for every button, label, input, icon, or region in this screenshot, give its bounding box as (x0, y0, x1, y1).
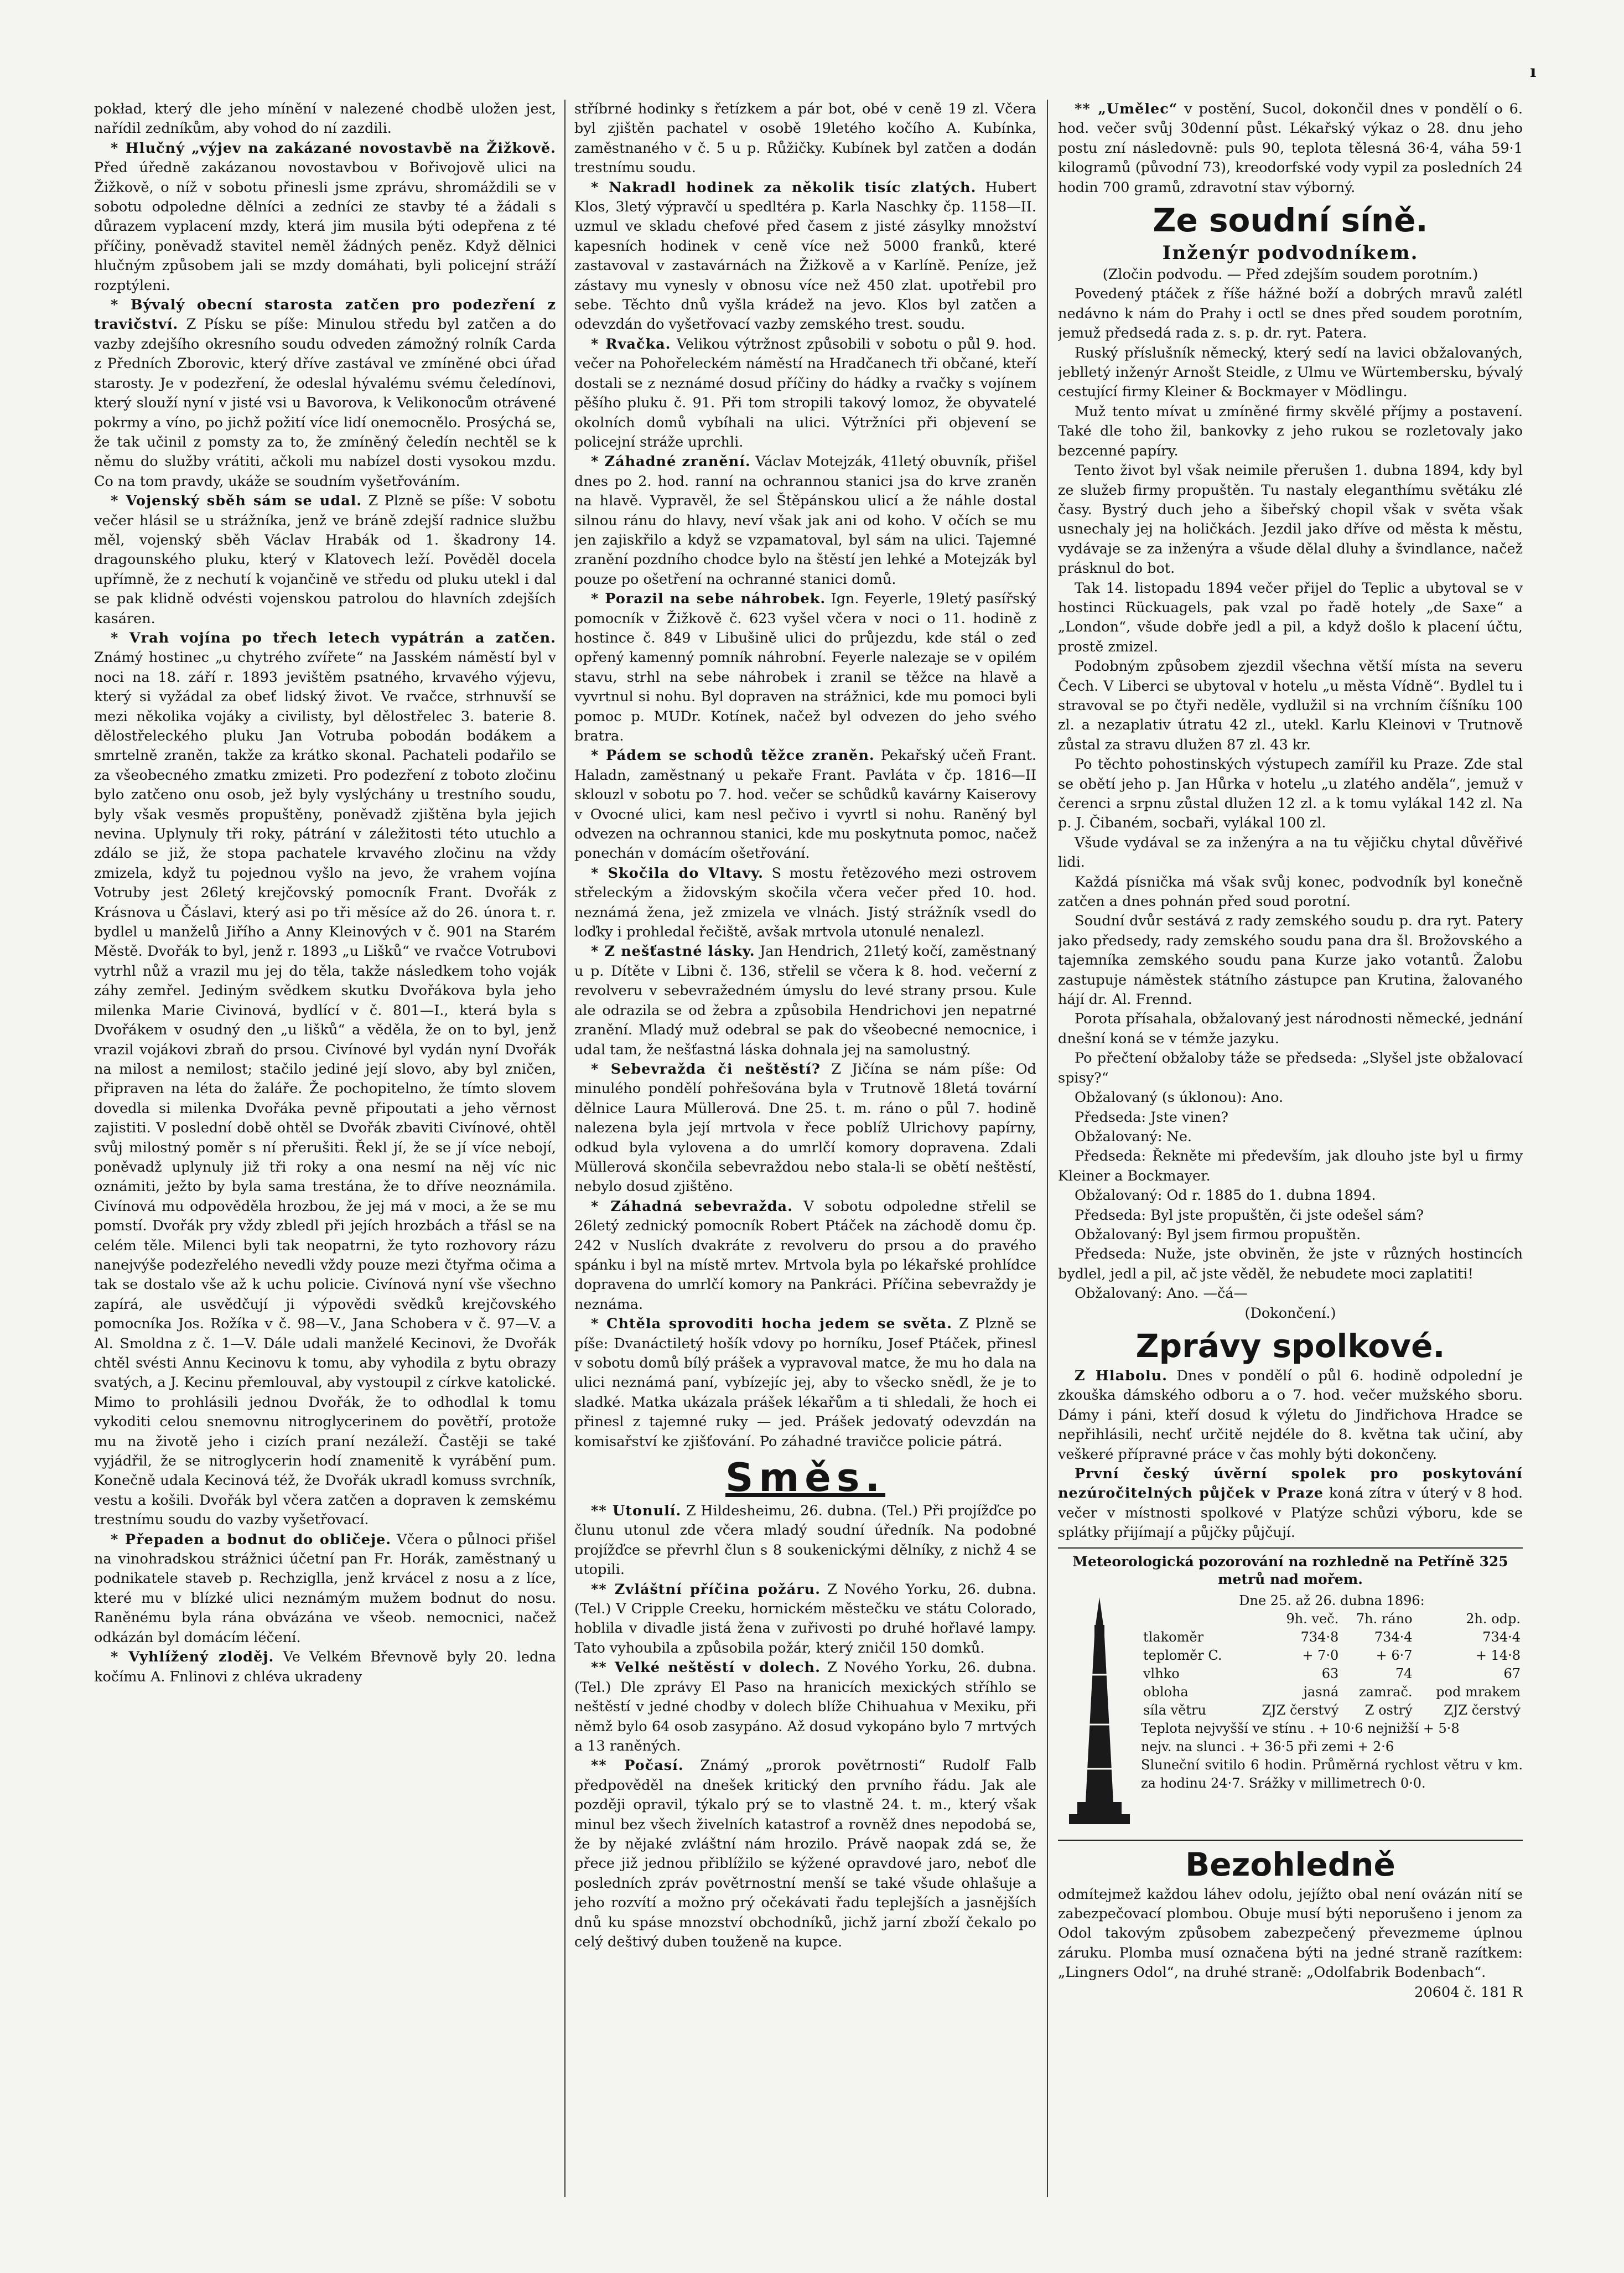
news-item (1058, 912, 1523, 1009)
news-item-headline: ** Velké neštěstí v dolech. (591, 1659, 821, 1676)
news-item-text: Podobným způsobem zjezdil všechna větší místa na severu Čech. V Liberci se ubytoval v hotelu „u města Vídně“. Bydlel tu i stravoval se po čtyři neděle, vydlužil si na vrchním číšníku 100 zl. a nezaplativ útratu 42 zl., utekl. Karlu Kleinovi v Trutnově zůstal za stravu dlužen 87 zl. 43 kr. (1058, 658, 1523, 753)
news-item (574, 589, 1036, 746)
divider (1058, 1547, 1523, 1549)
news-item (94, 100, 556, 139)
news-item (1058, 1366, 1523, 1464)
news-item (1058, 1225, 1523, 1245)
meteo-cell: pod mrakem (1436, 1684, 1521, 1700)
news-item (1058, 461, 1523, 578)
meteo-row (1141, 1701, 1523, 1720)
meteo-row-label: vlhko (1143, 1665, 1180, 1681)
news-item (1058, 1885, 1523, 1983)
meteo-row-label: obloha (1143, 1684, 1189, 1700)
news-item-headline: * Přepaden a bodnut do obličeje. (111, 1531, 392, 1548)
news-item-headline: ** Počasí. (591, 1757, 684, 1774)
meteo-extra: Sluneční svitilo 6 hodin. Průměrná rychlost větru v km. za hodinu 24·7. Srážky v millimetrech 0·0. (1141, 1757, 1523, 1791)
news-item-text: Porota přísahala, obžalovaný jest národnosti německé, jednání dnešní koná se v témže jazyku. (1058, 1011, 1523, 1047)
meteo-row (1141, 1665, 1523, 1683)
meteo-body (1058, 1592, 1523, 1835)
news-item-text: Všude vydával se za inženýra a na tu vějičku chytal důvěřivé lidi. (1058, 834, 1523, 871)
meteo-row-label: síla větru (1143, 1702, 1206, 1718)
meteo-title: Meteorologická pozorování na rozhledně na Petříně 325 metrů nad mořem. (1072, 1553, 1508, 1587)
news-item (1058, 873, 1523, 912)
news-item (574, 1314, 1036, 1452)
meteo-row (1141, 1628, 1523, 1646)
news-item-text: Pekařský učeň Frant. Haladn, zaměstnaný u pekaře Frant. Pavláta v čp. 1816—II sklouzl v sobotu po 7. hod. večer se schůdků kavárny Kaiserovy v Ovocné ulici, kam nesl pečivo i vyvrtl si nohu. Raněný byl odvezen na ochrannou stanici, kde mu poskytnuta pomoc, načež ponechán v domácím ošetřování. (574, 747, 1036, 862)
news-item-text: Předseda: Nuže, jste obviněn, že jste v různých hostincích bydlel, jedl a pil, ač jste věděl, že nebudete moci zaplatiti! (1058, 1246, 1523, 1282)
news-item (1058, 1983, 1523, 2002)
news-item-text: Dnes v pondělí o půl 6. hodině odpolední je zkouška dámského odboru a o 7. hod. večer mužského sboru. Dámy i páni, kteří dosud k výletu do Jindřichova Hradce se nepřihlásili, nechť určitě nejdéle do 8. května tak učiní, aby veškeré přípravné práce v čas mohly býti dokončeny. (1058, 1367, 1523, 1463)
news-item (574, 452, 1036, 589)
news-item-text: Obžalovaný: Od r. 1885 do 1. dubna 1894. (1075, 1187, 1376, 1204)
news-item-text: (Zločin podvodu. — Před zdejším soudem porotním.) (1102, 266, 1478, 283)
news-item-text: Tak 14. listopadu 1894 večer přijel do Teplic a ubytoval se v hostinci Rückuagels, pak vzal po řadě hotely „de Saxe“ a „London“, všude dobře jedl a pil, a když došlo k placení účtu, prostě zmizel. (1058, 579, 1523, 655)
news-item-text: Obžalovaný: Ano. —čá— (1075, 1285, 1248, 1302)
column-1 (94, 100, 556, 2203)
news-item (1058, 755, 1523, 833)
meteo-report (1058, 1547, 1523, 1841)
news-item-headline: * Vrah vojína po třech letech vypátrán a zatčen. (111, 629, 556, 646)
news-item-headline: * Skočila do Vltavy. (591, 864, 764, 882)
meteo-cell: 63 (1321, 1665, 1339, 1681)
meteo-row-label: tlakoměr (1143, 1629, 1204, 1645)
news-item (574, 335, 1036, 452)
column-rule (564, 100, 565, 2197)
news-item (574, 864, 1036, 943)
meteo-row-label: teploměr C. (1143, 1647, 1222, 1663)
news-item-text: S mostu řetězového mezi ostrovem střeleckým a židovským skočila včera večer před 10. hod. neznámá žena, jež zmizela ve vlnách. Jistý strážník vsedl do loďky i prohledal řečiště, avšak mrtvola utonulé nenalezl. (574, 864, 1036, 941)
news-item-text: Z Písku se píše: Minulou středu byl zatčen a do vazby zdejšího okresního soudu odveden zámožný rolník Carda z Předních Zborovic, který dříve zastával ve zmíněné obci úřad starosty. Je v podezření, že odeslal hývalému svému čeledínovi, který slouží nyní v jisté vsi u Bavorova, k Velikonocům otrávené pokrmy a víno, po jichž požití více lidí onemocnělo. Prosýchá se, že tak učinil z pomsty za to, že zmíněný čeledín nechtěl se k němu do služby vrátiti, ačkoli mu nabízel dosti vysokou mzdu. Co na tom pravdy, ukáže se soudním vyšetřováním. (94, 316, 556, 490)
news-item (574, 942, 1036, 1059)
news-item (1058, 1206, 1523, 1225)
meteo-row (1141, 1646, 1523, 1665)
news-item-text: Tento život byl však neimile přerušen 1. dubna 1894, kdy byl ze služeb firmy propuštěn. Tu nastaly eleganthímu světáku zlé časy. Bystrý duch jeho a šibeřský chopil však v světa však usnechaly jej na holičkách. Jezdil jako dříve od města k městu, vydávaje se za inženýra a všude dělal dluhy a švindlance, načež prásknul do bot. (1058, 462, 1523, 577)
news-item-headline: * Sebevražda či neštěstí? (591, 1060, 821, 1078)
meteo-extra: Teplota nejvyšší ve stínu . + 10·6 nejnižší + 5·8 (1141, 1720, 1460, 1736)
petrin-tower-illustration (1058, 1592, 1141, 1835)
news-item-headline: Z Hlabolu. (1075, 1367, 1168, 1384)
news-item-text: Z Plzně se píše: Dvanáctiletý hošík vdovy po horníku, Josef Ptáček, přinesl v sobotu domů bílý prášek a vypravoval matce, že mu ho dala na ulici neznámá paní, vybízejíc jej, aby to všecko snědl, že je to sladké. Matka ukázala prášek lékařům a ti shledali, že hoch ei přinesl z tajemné ruky — jed. Prášek jedovatý odevzdán na komisařství ke zjišťování. Po záhadné travičce policie pátrá. (574, 1316, 1036, 1450)
meteo-cell: 734·4 (1374, 1629, 1413, 1645)
section-heading: Zprávy spolkové. (1135, 1327, 1445, 1365)
news-item (1058, 100, 1523, 198)
news-item (1058, 265, 1523, 284)
news-item-text: Po přečtení obžaloby táže se předseda: „Slyšel jste obžalovací spisy?“ (1058, 1050, 1523, 1086)
meteo-date: Dne 25. až 26. dubna 1896: (1239, 1592, 1425, 1608)
news-item-headline: ** Zvláštní příčina požáru. (591, 1581, 821, 1598)
news-item-headline: * Z nešťastné lásky. (591, 943, 755, 960)
news-item-text: Soudní dvůr sestává z rady zemského soudu p. dra ryt. Patery jako předsedy, rady zemského soudu pana dra šl. Brožovského a tajemníka zemského soudu pana Kurze jako votantů. Žalobu zastupuje náměstek státního zástupce pan Krutina, žalovaného hájí dr. Al. Frennd. (1058, 913, 1523, 1008)
news-item (1058, 1127, 1523, 1147)
news-item-text: Ruský příslušník německý, který sedí na lavici obžalovaných, jeblletý inženýr Arnošt Steidle, z Ulmu ve Würtembersku, bývalý cestující firmy Kleiner & Bockmayer v Mödlingu. (1058, 344, 1523, 401)
news-item (94, 296, 556, 491)
news-item-text: odmítejmež každou láhev odolu, jejížto obal není ovázán nití se zabezpečovací plombou. Obuje musí býti neporušeno i jenom za Odol takovým způsobem zabezpečený převezmeme úplnou záruku. Plomba musí označena býti na jedné straně razítkem: „Lingners Odol“, na druhé straně: „Odolfabrik Bodenbach“. (1058, 1886, 1523, 1981)
news-item-text: Před úředně zakázanou novostavbou v Bořivojově ulici na Žižkově, o níž v sobotu přinesli jsme zprávu, shromáždili se v sobotu odpoledne dělníci a zedníci ze stavby té a žádali s důrazem vyplacení mzdy, která jim musila býti odepřena z té příčiny, poněvadž stavitel neměl žádných peněz. Když dělnici hlučným způsobem jali se mzdy domáhati, byli policejní stráží rozptýleni. (94, 159, 556, 294)
meteo-extra: nejv. na slunci . + 36·5 při zemi + 2·6 (1141, 1738, 1394, 1754)
news-item (1058, 1049, 1523, 1088)
news-item-text: Známý „prorok povětrnosti“ Rudolf Falb předpověděl na dnešek kritický den prvního řádu. Jak ale později opravil, týkalo prý se to vlastně 24. t. m., který však minul bez všech živelních katastrof a rovněž dnes nepodobá se, že by nějaké zvláštní nám hrozilo. Právě naopak zdá se, že přece již jednou přiblížilo se kýžené opravdové jaro, neboť dle posledních zpráv povětrnostní menší se také všude ohlašuje a jeho rozvítí a možno prý očekávati řadu teplejších a jasnějších dnů ku spáse mnozství obchodníků, jichž jarní zboží čekalo po celý deštivý duben touženě na kupce. (574, 1757, 1036, 1950)
news-item (1058, 1147, 1523, 1186)
meteo-cell: ZJZ čerstvý (1262, 1702, 1339, 1718)
news-item-headline: První český úvěrní spolek pro poskytování nezúročitelných půjček v Praze (1058, 1466, 1523, 1502)
news-item (574, 178, 1036, 335)
news-item (574, 1197, 1036, 1314)
news-item-headline: * Pádem se schodů těžce zraněn. (591, 747, 875, 764)
page-mark: ı (1530, 62, 1537, 81)
column-2 (574, 100, 1036, 2203)
news-item (1058, 1186, 1523, 1205)
news-item-headline: * Rvačka. (591, 335, 671, 353)
news-item (94, 491, 556, 629)
news-item (1058, 1284, 1523, 1303)
news-item (574, 1501, 1036, 1580)
news-item (574, 1060, 1036, 1197)
news-item-text: Muž tento mívat u zmíněné firmy skvělé příjmy a postavení. Také dle toho žil, bankovky z jeho rukou se rozletovaly jako bezcenné papíry. (1058, 403, 1523, 459)
news-item-text: Velikou výtržnost způsobili v sobotu o půl 9. hod. večer na Pohořeleckém náměstí na Hradčanech tři občané, kteří dostali se z neznámé dosud příčiny do hádky a rvačky s vojínem pěšího pluku č. 91. Při tom stropili takový lomoz, že obyvatelé okolních domů vybíhali na ulici. Výtržníci při objevení se policejní stráže uprchli. (574, 335, 1036, 451)
news-item (1058, 657, 1523, 755)
news-item-text: v postění, Sucol, dokončil dnes v pondělí o 6. hod. večer svůj 30denní půst. Lékařský výkaz o 28. dnu jeho postu zní následovně: puls 90, teplota tělesná 36·4, váha 59·1 kilogramů (původní 73), kreodorfské vody vypil za posledních 24 hodin 700 gramů, zdravotní stav výborný. (1058, 101, 1523, 196)
news-item (94, 139, 556, 296)
news-item-text: Z Jičína se nám píše: Od minulého pondělí pohřešována byla v Trutnově 18letá tovární dělnice Laura Müllerová. Dne 25. t. m. ráno o půl 7. hodině nalezena byla její mrtvola v řece poblíž Ulrichovy papírny, odkud byla vylovena a do umrlčí komory dopravena. Zdali Müllerová skončila sebevraždou nebo stala-li se obětí neštěstí, nebylo dosud zjištěno. (574, 1060, 1036, 1195)
news-item (1058, 284, 1523, 343)
news-item-headline: ** Utonulí. (591, 1503, 682, 1520)
news-item-text: Václav Motejzák, 41letý obuvník, přišel dnes po 2. hod. ranní na ochrannou stanici jsa do krve zraněn na hlavě. Vypravěl, že sel Štěpánskou ulicí a že náhle dostal silnou ránu do hlavy, neví však jak ani od koho. V očích se mu jen zajiskřilo a když se vzpamatoval, byl sám na ulici. Tajemné zranění pozdního chodce bylo na štěstí jen lehké a Motejzák byl pouze po ošetření na ochranné stanici domů. (574, 453, 1036, 588)
divider (1058, 1840, 1523, 1841)
news-item-text: Z Plzně se píše: V sobotu večer hlásil se u strážníka, jenž ve bráně zdejší radnice službu měl, vojenský sběh Václav Hrabák od 1. škadrony 14. dragounského pluku, který v Klatovech leží. Pověděl docela upřímně, že z nechutí k vojančině ve středu od pluku utekl i dal se pak klidně odvésti vojenskou patrolou do hlavních zdejších kasáren. (94, 493, 556, 627)
meteo-column-header: 7h. ráno (1356, 1611, 1413, 1627)
news-item-text: Z Hildesheimu, 26. dubna. (Tel.) Při projížďce po člunu utonul zde včera mladý soudní úředník. Na podobné projížďce se převrhl člun s 8 soukenickými dělníky, z nichž 4 se utopili. (574, 1503, 1036, 1578)
news-item (94, 1530, 556, 1648)
section-heading: Bezohledně (1185, 1845, 1395, 1883)
news-item-text: Obžalovaný: Ne. (1075, 1128, 1192, 1145)
news-item-text: Z Nového Yorku, 26. dubna. (Tel.) Dle zprávy El Paso na hranicích mexických stříhlo se neštěstí v jedné chodby v dolech blíže Chihuahua v Mexiku, při němž bylo 64 osob zasypáno. Až dosud vykopáno bylo 7 mrtvých a 13 raněných. (574, 1659, 1036, 1754)
news-item (1058, 1108, 1523, 1127)
news-item-text: Obžalovaný: Byl jsem firmou propuštěn. (1075, 1226, 1361, 1243)
news-item-text: Předseda: Řekněte mi především, jak dlouho jste byl u firmy Kleiner a Bockmayer. (1058, 1148, 1523, 1184)
news-item-text: Obžalovaný (s úklonou): Ano. (1075, 1089, 1284, 1106)
meteo-cell: zamrač. (1358, 1684, 1413, 1700)
news-item (1058, 1304, 1523, 1323)
news-item (94, 1648, 556, 1687)
news-item-text: 20604 č. 181 R (1414, 1984, 1523, 2001)
news-item-text: pokład, který dle jeho mínění v nalezené chodbě uložen jest, nařídil zedníkům, aby vohod do ní zazdili. (94, 101, 556, 137)
news-item-text: koná zítra v úterý v 8 hod. večer v místnosti spolkové v Platýze schůzi výboru, kde se splátky přijímají a půjčky půjčují. (1058, 1485, 1523, 1541)
news-item (1058, 344, 1523, 402)
news-item-text: Předseda: Byl jste propuštěn, či jste odešel sám? (1075, 1207, 1424, 1224)
meteo-cell: + 7·0 (1302, 1647, 1339, 1663)
section-heading: Směs. (725, 1455, 886, 1501)
news-item (574, 100, 1036, 178)
news-item-text: V sobotu odpoledne střelil se 26letý zednický pomocník Robert Ptáček na záchodě domu čp. 242 v Nuslích dvakráte z revolveru do prsou a do pravého spánku i byl na místě mrtev. Mrtvola byla po lékařské prohlídce dopravena do umrlčí komory na Pankráci. Příčina sebevraždy je neznáma. (574, 1198, 1036, 1313)
news-item-text: Ign. Feyerle, 19letý pasířský pomocník v Žižkově č. 623 vyšel včera v noci o 11. hodině z hostince č. 849 v Libušině ulici do průjezdu, kde stál o zeď opřený kamenný pomník náhrobní. Feyerle nalezaje se v opilém stavu, strhl na sebe náhrobek i zranil se těžce na hlavě a vyvrtnul si nohu. Byl dopraven na strážnici, kde mu pomoci byli pomoc p. MUDr. Kotínek, načež byl odvezen do jeho svého bratra. (574, 591, 1036, 744)
news-item-headline: * Porazil na sebe náhrobek. (591, 591, 826, 608)
news-item-headline: ** „Umělec“ (1075, 101, 1178, 117)
meteo-column-header: 9h. več. (1286, 1611, 1339, 1627)
news-item-text: Z Nového Yorku, 26. dubna. (Tel.) V Cripple Creeku, hornickém městečku ve státu Colorado, hoblila v divadle jistá žena v zuřivosti po druhé hořlavé lampy. Tato vyhoubila a způsobila požár, který zničil 150 domků. (574, 1581, 1036, 1656)
news-item (574, 1756, 1036, 1952)
news-item-text: Předseda: Jste vinen? (1075, 1109, 1229, 1126)
news-item (1058, 402, 1523, 461)
news-item (574, 1580, 1036, 1659)
news-item-text: Povedený ptáček z říše hážné boží a dobrých mravů zalétl nedávno k nám do Prahy i octl se dnes před soudem porotním, jemuž předsedá rada z. s. p. dr. ryt. Patera. (1058, 286, 1523, 342)
meteo-corner (1141, 1610, 1242, 1628)
meteo-data-table (1141, 1592, 1523, 1720)
column-rule (1047, 100, 1048, 2197)
news-item-text: Hubert Klos, 3letý výpravčí u spedltéra p. Karla Naschky čp. 1158—II. uzmul ve skladu chefové před časem z jisté zásylky množství kapesních hodinek v ceně více než 5000 franků, které zastavoval v zastavárnách na Žižkově a v Karlíně. Peníze, jež zástavy mu vynesly v obnosu více než 450 zlat. upotřebil pro sebe. Těchto dnů vyšla krádež na jevo. Klos byl zatčen a odevzdán do vyšetřovací vazby zemského trest. soudu. (574, 179, 1036, 333)
news-item (1058, 833, 1523, 873)
news-item (1058, 1464, 1523, 1543)
news-item (1058, 1009, 1523, 1049)
news-item (574, 746, 1036, 863)
news-item-headline: * Bývalý obecní starosta zatčen pro podezření z travičství. (94, 297, 556, 333)
section-heading: Ze soudní síně. (1153, 201, 1428, 240)
news-item (1058, 1245, 1523, 1284)
meteo-cell: + 14·8 (1475, 1647, 1521, 1663)
meteo-cell: ZJZ čerstvý (1444, 1702, 1521, 1718)
meteo-row (1141, 1683, 1523, 1701)
article-title: Inženýr podvodníkem. (1162, 242, 1419, 265)
meteo-cell: jasná (1303, 1684, 1339, 1700)
news-item-headline: * Záhadná sebevražda. (591, 1198, 793, 1215)
news-item-headline: * Vyhlížený zloděj. (111, 1649, 274, 1666)
meteo-cell: Z ostrý (1364, 1702, 1413, 1718)
meteo-cell: 67 (1503, 1665, 1521, 1681)
news-item-headline: * Nakradl hodinek za několik tisíc zlatých. (591, 179, 977, 196)
meteo-column-header: 2h. odp. (1466, 1611, 1521, 1627)
news-item-headline: * Záhadné zranění. (591, 453, 751, 470)
news-item-text: stříbrné hodinky s řetízkem a pár bot, obé v ceně 19 zl. Včera byl zjištěn pachatel v osobě 19letého kočího A. Kubínka, zaměstnaného v č. 5 u p. Růžičky. Kubínek byl zatčen a dodán trestnímu soudu. (574, 101, 1036, 177)
news-item-text: (Dokončení.) (1244, 1304, 1336, 1322)
news-item-text: Ve Velkém Břevnově byly 20. ledna kočímu A. Fnlinovi z chléva ukradeny (94, 1649, 556, 1685)
news-item-headline: * Vojenský sběh sám se udal. (111, 493, 362, 510)
meteo-cell: 74 (1395, 1665, 1413, 1681)
meteo-cell: 734·8 (1300, 1629, 1339, 1645)
news-item-text: Známý hostinec „u chytrého zvířete“ na Jasském náměstí byl v noci na 18. září r. 1893 jevištěm psatného, krvavého výjevu, který si vyžádal za obeť lidský život. Ve rvačce, strhnuvší se mezi několika vojáky a civilisty, byl dělostřelec 3. baterie 8. dělostřeleckého pluku Jan Votruba pobodán bodákem a smrtelně zraněn, takže za krátko skonal. Pachateli podařilo se za všeobecného zmatku zmizeti. Pro podezření z toboto zločinu bylo zatčeno onu osob, jež byly vyslýchány u trestního soudu, byly však vesměs propuštěny, poněvadž zjištěna byla jejich nevina. Uplynuly tři roky, pátrání v záležitosti této utuchlo a zdálo se již, že stopa pachatele krvavého zločinu na vždy zmizela, když tu pojednou vyšlo na jevo, že vrahem vojína Votruby jest 26letý krejčovský pomocník Frant. Dvořák z Krásnova u Čáslavi, který asi po tři měsíce až do 26. února t. r. bydlel u manželů Jiřího a Anny Kleinových v č. 901 na Starém Městě. Dvořák to byl, jenž r. 1893 „u Lišků“ ve rvačce Votrubovi vytrhl nůž a vrazil mu jej do těla, takže následkem toho voják záhy zemřel. Jediným svědkem skutku Dvořákova byla jeho milenka Marie Civinová, bydlící v č. 801—I., která byla s Dvořákem v osudný den „u lišků“ a věděla, že on to byl, jenž vrazil vojákovi zbraň do prsou. Civínové byl vydán nyní Dvořák na milost a nemilost; stačilo jediné její slovo, aby byl zničen, připraven na léta do žaláře. Že pochopitelno, že tímto slovem dovedla si milenka Dvořáka pevně připoutati a jeho věrnost zajistiti. V poslední době ohtěl se Dvořák zbaviti Civínové, ohtěl svůj milostný poměr s ní přerušiti. Řekl jí, že se jí více nebojí, poněvadž uplynuly již tři roky a ona nesmí na něj víc nic oznámiti, ježto by byla sama trestána, že to dříve neoznámila. Civínová mu odpověděla hrozbou, že jej má v moci, a že se mu pomstí. Dvořák pry vždy zbledl při jejích hrozbách a třásl se na celém těle. Milenci byli tak neopatrni, že tyto rozhovory rázu nanejvýše podezřelého nevedli vždy pouze mezi čtyřma očima a tak se dostalo vše až k uchu policie. Civínová nyní vše všechno zapírá, ale usvědčují ji výpovědi svědků krejčovského pomocníka Jos. Rožíka v č. 98—V., Jana Schobera v č. 97—V. a Al. Smoldna z č. 1—V. Dále udali manželé Kecinovi, že Dvořák chtěl svésti Annu Kecinovu k tomu, aby vyhodila z bytu obrazy svatých, a J. Kecinu přemlouval, aby vystoupil z církve katolické. Mimo to prohlásili jednou Dvořák, že to odhodlal k tomu vykoditi celou snemovnu nitroglycerinem do povětří, protože mu na životě jeho i cizích praní nezáleží. Častěji se také vyjádřil, že se nitroglycerin hodí znamenitě k vyrábění pum. Konečně udala Kecinová též, že Dvořák ukradl komuss svrchník, vestu a košili. Dvořák byl včera zatčen a dopraven k zemskému trestnímu soudu do vazby vyšetřovací. (94, 649, 556, 1529)
news-item (574, 1658, 1036, 1756)
news-item-text: Každá písnička má však svůj konec, podvodník byl konečně zatčen a dnes pohnán před soud porotní. (1058, 873, 1523, 910)
news-item (1058, 1088, 1523, 1107)
news-item (94, 629, 556, 1530)
column-3 (1058, 100, 1523, 2203)
news-item-headline: * Chtěla sprovoditi hocha jedem se světa. (591, 1316, 952, 1333)
news-item-text: Jan Hendrich, 21letý kočí, zaměstnaný u p. Dítěte v Libni č. 136, střelil se včera k 8. hod. večerní z revolveru v sebevražedném úmyslu do levé strany prsou. Kule ale odrazila se od žebra a způsobila Hendrichovi jen nepatrné zranění. Mladý muž odebral se pak do všeobecné nemocnice, i udal tam, že nešťastná láska dohnala jej na samolustný. (574, 943, 1036, 1058)
news-item-text: Po těchto pohostinských výstupech zamířil ku Praze. Zde stal se obětí jeho p. Jan Hůrka v hotelu „u zlatého anděla“, jemuž v čerenci a srpnu zůstal dlužen 12 zl. a k tomu vylákal 142 zl. Na p. J. Čibaném, socbaři, vylákal 100 zl. (1058, 756, 1523, 832)
news-item (1058, 579, 1523, 657)
news-item-headline: * Hlučný „výjev na zakázané novostavbě na Žižkově. (111, 139, 556, 157)
meteo-cell: + 6·7 (1376, 1647, 1413, 1663)
meteo-table (1141, 1592, 1523, 1835)
meteo-cell: 734·4 (1482, 1629, 1521, 1645)
news-item-text: Včera o půlnoci přišel na vinohradskou strážnici účetní pan Fr. Horák, zaměstnaný u podnikatele staveb p. Rechziglla, jenž krvácel z nosu a z líce, které mu v blízké ulici neznámým mužem bodnut do nosu. Raněnému byla rána obvázána ve všeob. nemocnici, načež odkázán byl domácím léčení. (94, 1531, 556, 1646)
